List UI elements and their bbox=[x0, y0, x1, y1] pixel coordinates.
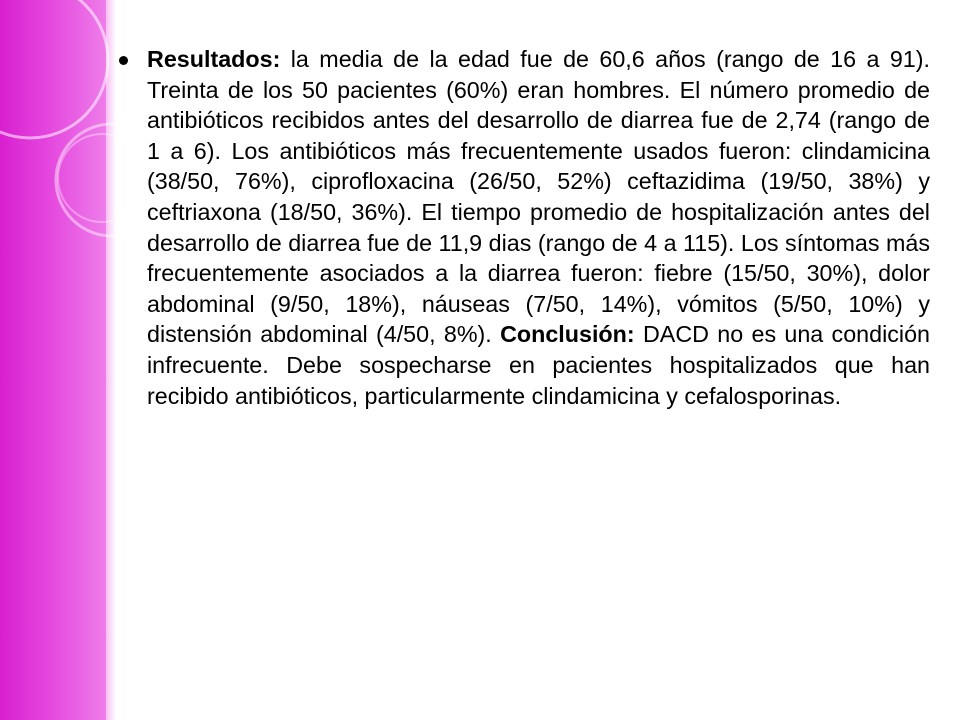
slide-content bbox=[118, 44, 930, 411]
bullet-dot-icon bbox=[119, 56, 128, 65]
bullet-paragraph bbox=[118, 44, 930, 411]
conclusion-heading: Conclusión: bbox=[500, 321, 635, 348]
results-heading: Resultados: bbox=[147, 46, 281, 72]
results-text: la media de la edad fue de 60,6 años (rango de 16 a 91). Treinta de los 50 pacientes (60%) eran hombres. El número promedio de antibióticos recibidos antes del desarrollo de diarrea fue de 2,74 (rango de 1 a 6). Los antibióticos más frecuentemente usados fueron: clindamicina (38/50, 76%), ciprofloxacina (26/50, 52%) ceftazidima (19/50, 38%) y ceftriaxona (18/50, 36%). El tiempo promedio de hospitalización antes del desarrollo de diarrea fue de 11,9 dias (rango de 4 a 115). Los síntomas más frecuentemente asociados a la diarrea fueron: fiebre (15/50, 30%), dolor abdominal (9/50, 18%), náuseas (7/50, 14%), vómitos (5/50, 10%) y distensión abdominal (4/50, 8%). bbox=[147, 46, 930, 348]
decor-circle-large bbox=[0, 0, 108, 138]
conclusion-text: DACD no es una condición infrecuente. Debe sospecharse en pacientes hospitalizados que han recibido antibióticos, particularmente clindamicina y cefalosporinas. bbox=[147, 321, 930, 409]
